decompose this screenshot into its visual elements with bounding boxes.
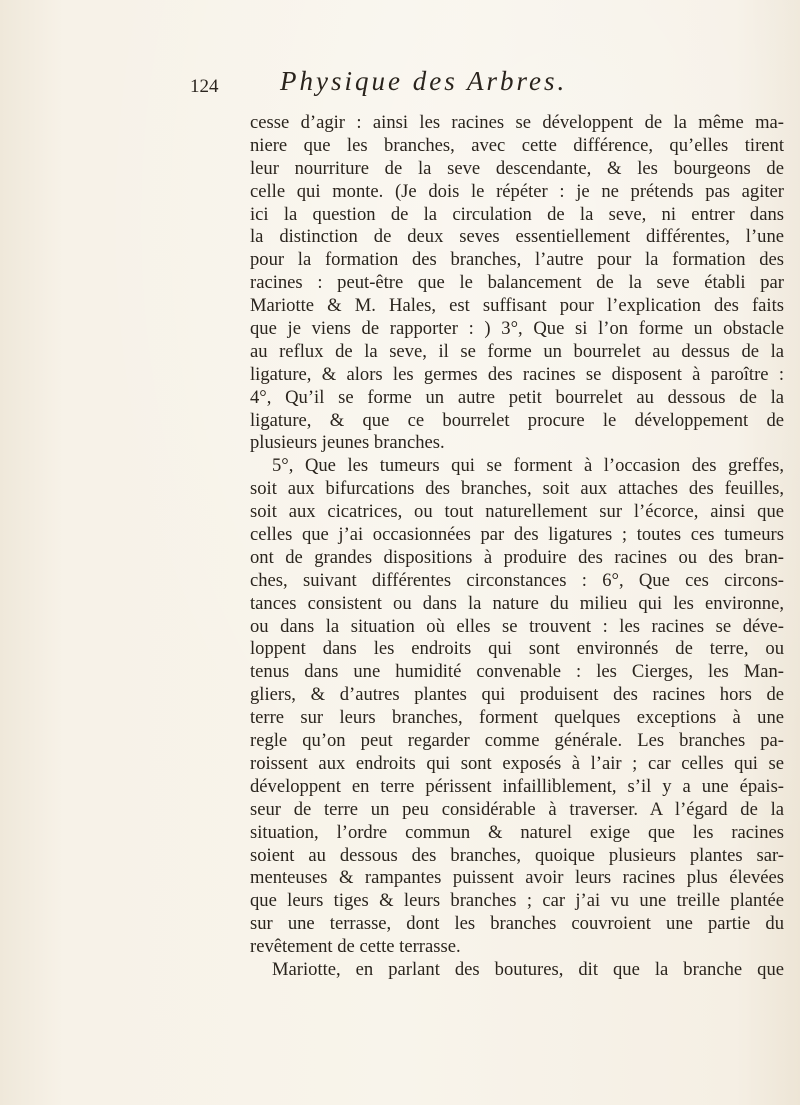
text-line: ligature, & que ce bourrelet procure le développement de [250, 409, 784, 431]
text-line: seur de terre un peu considérable à traverser. A l’égard de la [250, 798, 784, 820]
text-line: plusieurs jeunes branches. [250, 432, 445, 454]
text-line: cesse d’agir : ainsi les racines se développent de la même ma- [250, 112, 784, 133]
text-line: soit aux bifurcations des branches, soit aux attaches des feuilles, [250, 478, 784, 500]
text-line: niere que les branches, avec cette différence, qu’elles tirent [250, 134, 784, 156]
text-line: ont de grandes dispositions à produire des racines ou des bran- [250, 546, 784, 568]
text-line: menteuses & rampantes puissent avoir leurs racines plus élevées [250, 867, 784, 889]
text-line: soient au dessous des branches, quoique plusieurs plantes sar- [250, 844, 784, 866]
text-line: roissent aux endroits qui sont exposés à l’air ; car celles qui se [250, 752, 784, 774]
page-header [190, 66, 710, 110]
text-line: loppent dans les endroits qui sont environnés de terre, ou [250, 638, 784, 660]
text-line: leur nourriture de la seve descendante, & les bourgeons de [250, 157, 784, 179]
text-line: que je viens de rapporter : ) 3°, Que si l’on forme un obstacle [250, 318, 784, 340]
text-line: terre sur leurs branches, forment quelques exceptions à une [250, 707, 784, 729]
body-text [250, 112, 784, 982]
text-line: ou dans la situation où elles se trouvent : les racines se déve- [250, 615, 784, 637]
text-line: ici la question de la circulation de la seve, ni entrer dans [250, 203, 784, 225]
text-line: la distinction de deux seves essentiellement différentes, l’une [250, 226, 784, 248]
text-line: gliers, & d’autres plantes qui produisent des racines hors de [250, 684, 784, 706]
text-line: Mariotte & M. Hales, est suffisant pour l’explication des faits [250, 295, 784, 317]
text-line: celle qui monte. (Je dois le répéter : je ne prétends pas agiter [250, 180, 784, 202]
text-line: 5°, Que les tumeurs qui se forment à l’occasion des greffes, [272, 455, 784, 477]
text-line: tenus dans une humidité convenable : les Cierges, les Man- [250, 661, 784, 683]
text-line: racines : peut-être que le balancement de la seve établi par [250, 272, 784, 294]
text-line: regle qu’on peut regarder comme générale. Les branches pa- [250, 730, 784, 752]
page-number: 124 [190, 76, 219, 97]
text-line: tances consistent ou dans la nature du milieu qui les environne, [250, 592, 784, 614]
text-line: revêtement de cette terrasse. [250, 936, 461, 958]
text-line: que leurs tiges & leurs branches ; car j’ai vu une treille plantée [250, 890, 784, 912]
text-line: celles que j’ai occasionnées par des ligatures ; toutes ces tumeurs [250, 524, 784, 546]
text-line: Mariotte, en parlant des boutures, dit que la branche que [272, 958, 784, 980]
text-line: sur une terrasse, dont les branches couvroient une partie du [250, 913, 784, 935]
text-line: 4°, Qu’il se forme un autre petit bourrelet au dessous de la [250, 386, 784, 408]
text-line: ches, suivant différentes circonstances : 6°, Que ces circons- [250, 569, 784, 591]
text-line: ligature, & alors les germes des racines se disposent à paroître : [250, 363, 784, 385]
text-line: développent en terre périssent infailliblement, s’il y a une épais- [250, 775, 784, 797]
text-line: pour la formation des branches, l’autre pour la formation des [250, 249, 784, 271]
text-line: situation, l’ordre commun & naturel exige que les racines [250, 821, 784, 843]
text-line: soit aux cicatrices, ou tout naturellement sur l’écorce, ainsi que [250, 501, 784, 523]
text-line: au reflux de la seve, il se forme un bourrelet au dessus de la [250, 340, 784, 362]
running-title: Physique des Arbres. [280, 66, 568, 96]
